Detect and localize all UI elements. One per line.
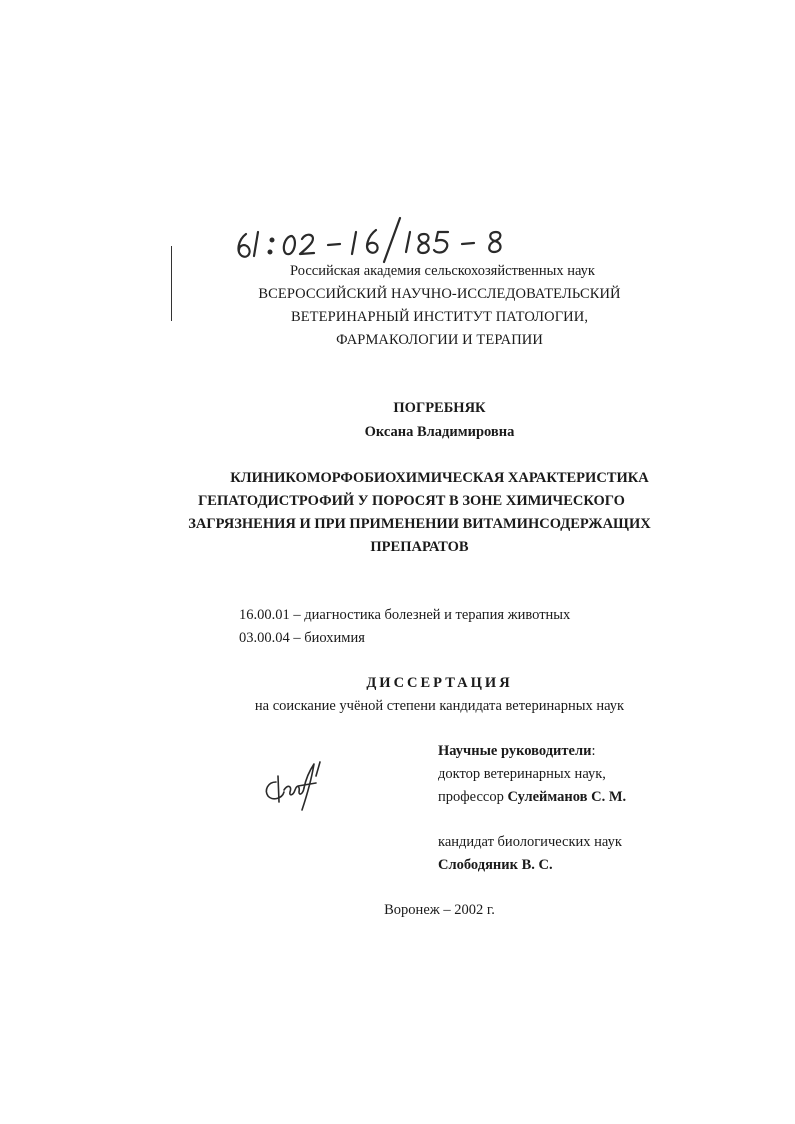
title-line-3: ЗАГРЯЗНЕНИЯ И ПРИ ПРИМЕНЕНИИ ВИТАМИНСОДЕРЖАЩИХ [188,516,651,532]
supervisors-heading-line [438,742,595,760]
supervisors-heading: Научные руководители [438,743,592,759]
title-line-1: КЛИНИКОМОРФОБИОХИМИЧЕСКАЯ ХАРАКТЕРИСТИКА [230,470,649,486]
city-and-year: Воронеж – 2002 г. [384,902,495,918]
handwritten-archive-code [232,212,522,264]
institute-name-line-1: ВСЕРОССИЙСКИЙ НАУЧНО-ИССЛЕДОВАТЕЛЬСКИЙ [258,286,621,302]
specialty-code-1: 16.00.01 – диагностика болезней и терапия животных [239,607,571,623]
supervisor-1-rank: профессор [438,789,508,805]
degree-purpose: на соискание учёной степени кандидата ветеринарных наук [254,698,625,714]
author-surname: ПОГРЕБНЯК [393,400,486,416]
supervisor-2-degree: кандидат биологических наук [438,834,622,850]
title-line-2: ГЕПАТОДИСТРОФИЙ У ПОРОСЯТ В ЗОНЕ ХИМИЧЕСКОГО [198,493,625,509]
author-given-names: Оксана Владимировна [364,424,515,440]
supervisor-1-name: Сулейманов С. М. [507,789,627,805]
institute-name-line-2: ВЕТЕРИНАРНЫЙ ИНСТИТУТ ПАТОЛОГИИ, [290,309,589,325]
supervisor-1-line [438,788,626,806]
title-line-4: ПРЕПАРАТОВ [370,539,469,555]
document-type-label: ДИССЕРТАЦИЯ [366,675,513,691]
supervisors-heading-colon: : [591,743,596,759]
institute-name-line-3: ФАРМАКОЛОГИИ И ТЕРАПИИ [336,332,543,348]
academy-name: Российская академия сельскохозяйственных наук [290,263,595,279]
author-signature [262,756,324,812]
supervisor-2-name: Слободяник В. С. [438,857,553,873]
supervisor-1-degree: доктор ветеринарных наук, [438,766,606,782]
specialty-code-2: 03.00.04 – биохимия [239,630,365,646]
